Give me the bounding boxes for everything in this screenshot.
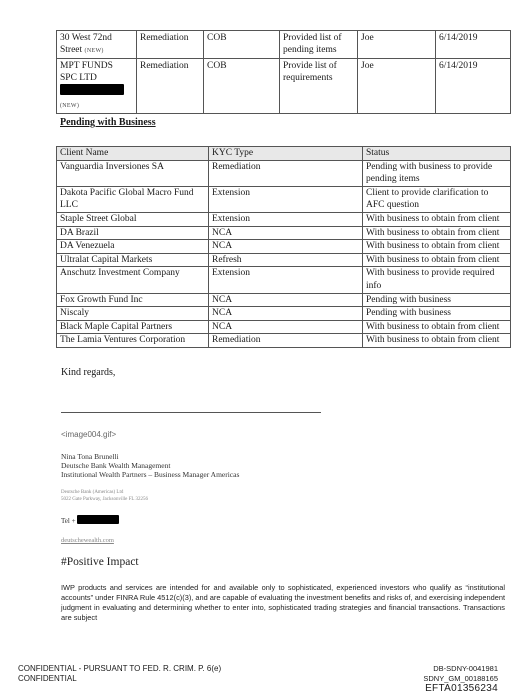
kyc-type-cell: Remediation (209, 334, 363, 348)
signature-title: Institutional Wealth Partners – Business Manager Americas (61, 470, 240, 479)
client-cell: DA Venezuela (57, 240, 209, 254)
client-name-line: MPT FUNDS (60, 61, 113, 71)
client-name-line: 30 West 72nd (60, 33, 112, 43)
kyc-type-cell: NCA (209, 320, 363, 334)
status-cell: With business to obtain from client (363, 240, 511, 254)
kyc-type-cell: Remediation (137, 31, 204, 59)
table-row (57, 186, 511, 212)
telephone-label: Tel + (61, 517, 76, 525)
bates-number: DB-SDNY-0041981 (433, 664, 498, 673)
date-cell: 6/14/2019 (436, 31, 511, 59)
client-cell: Black Maple Capital Partners (57, 320, 209, 334)
bates-number: SDNY_GM_00188165 (423, 674, 498, 683)
client-cell: Staple Street Global (57, 212, 209, 226)
table-row (57, 212, 511, 226)
client-name-line: Street (60, 45, 83, 55)
status-cell: With business to obtain from client (363, 320, 511, 334)
kyc-type-cell: Extension (209, 267, 363, 293)
confidentiality-footer (18, 664, 221, 684)
footer-line: CONFIDENTIAL - PURSUANT TO FED. R. CRIM. P. 6(e) (18, 664, 222, 673)
redaction-block (77, 515, 119, 524)
signature-address (61, 490, 148, 503)
signature-block (61, 452, 239, 479)
tagline: #Positive Impact (61, 556, 139, 568)
column-header: Client Name (57, 147, 209, 161)
website-link[interactable]: deutschewealth.com (61, 537, 114, 544)
kyc-type-cell: Refresh (209, 253, 363, 267)
status-cell: With business to obtain from client (363, 334, 511, 348)
status-cell: With business to obtain from client (363, 212, 511, 226)
redaction-block (60, 84, 124, 95)
telephone-line (61, 515, 119, 525)
client-cell (57, 59, 137, 114)
table-row (57, 320, 511, 334)
client-cell: Niscaly (57, 307, 209, 321)
disclaimer-text: IWP products and services are intended for and available only to sophisticated, experienced investors who qualify as “institutional accounts” under FINRA Rule 4512(c)(3), and are capable of evaluating the investment benefits and risks of, and exercising independent judgment in evaluating and determining whether to enter into, sophisticated trading strategies and financial transactions. Transactions are subject (61, 583, 505, 622)
signature-name: Nina Tona Brunelli (61, 452, 119, 461)
client-name-line: SPC LTD (60, 73, 97, 83)
table-row (57, 334, 511, 348)
section-heading: Pending with Business (60, 117, 156, 128)
client-cell: Ultralat Capital Markets (57, 253, 209, 267)
bates-number: EFTA01356234 (425, 683, 498, 694)
kyc-type-cell: Remediation (209, 160, 363, 186)
image-placeholder: <image004.gif> (61, 430, 117, 439)
new-tag: (NEW) (84, 48, 104, 54)
status-cell: Pending with business (363, 293, 511, 307)
status-cell: Provided list of pending items (280, 31, 358, 59)
client-cell: Fox Growth Fund Inc (57, 293, 209, 307)
owner-cell: COB (204, 59, 280, 114)
kyc-type-cell: NCA (209, 307, 363, 321)
table-row (57, 253, 511, 267)
kyc-type-cell: NCA (209, 240, 363, 254)
client-cell (57, 31, 137, 59)
client-cell: The Lamia Ventures Corporation (57, 334, 209, 348)
pending-with-business-table (56, 146, 511, 348)
table-row (57, 293, 511, 307)
table-row (57, 31, 511, 59)
client-cell: DA Brazil (57, 226, 209, 240)
client-cell: Vanguardia Inversiones SA (57, 160, 209, 186)
status-cell: With business to provide required info (363, 267, 511, 293)
client-cell: Dakota Pacific Global Macro Fund LLC (57, 186, 209, 212)
table-row (57, 307, 511, 321)
footer-line: CONFIDENTIAL (18, 674, 77, 683)
kyc-type-cell: NCA (209, 293, 363, 307)
date-cell: 6/14/2019 (436, 59, 511, 114)
contact-cell: Joe (358, 31, 436, 59)
client-cell: Anschutz Investment Company (57, 267, 209, 293)
column-header: KYC Type (209, 147, 363, 161)
closing-text: Kind regards, (61, 367, 116, 378)
status-cell: Provide list of requirements (280, 59, 358, 114)
status-cell: Pending with business to provide pending items (363, 160, 511, 186)
address-line: Deutsche Bank (Americas) Ltd (61, 490, 124, 495)
signature-company: Deutsche Bank Wealth Management (61, 461, 171, 470)
status-cell: With business to obtain from client (363, 226, 511, 240)
status-cell: Client to provide clarification to AFC question (363, 186, 511, 212)
table-header-row (57, 147, 511, 161)
kyc-type-cell: Remediation (137, 59, 204, 114)
kyc-type-cell: Extension (209, 212, 363, 226)
table-row (57, 226, 511, 240)
new-tag: (NEW) (60, 103, 80, 109)
address-line: 5022 Gate Parkway, Jacksonville FL 32256 (61, 496, 148, 502)
remediation-table (56, 30, 511, 114)
table-row (57, 160, 511, 186)
status-cell: With business to obtain from client (363, 253, 511, 267)
bates-numbers (423, 664, 498, 694)
signature-divider (61, 412, 321, 413)
contact-cell: Joe (358, 59, 436, 114)
owner-cell: COB (204, 31, 280, 59)
kyc-type-cell: NCA (209, 226, 363, 240)
column-header: Status (363, 147, 511, 161)
table-row (57, 267, 511, 293)
status-cell: Pending with business (363, 307, 511, 321)
table-row (57, 59, 511, 114)
table-row (57, 240, 511, 254)
kyc-type-cell: Extension (209, 186, 363, 212)
